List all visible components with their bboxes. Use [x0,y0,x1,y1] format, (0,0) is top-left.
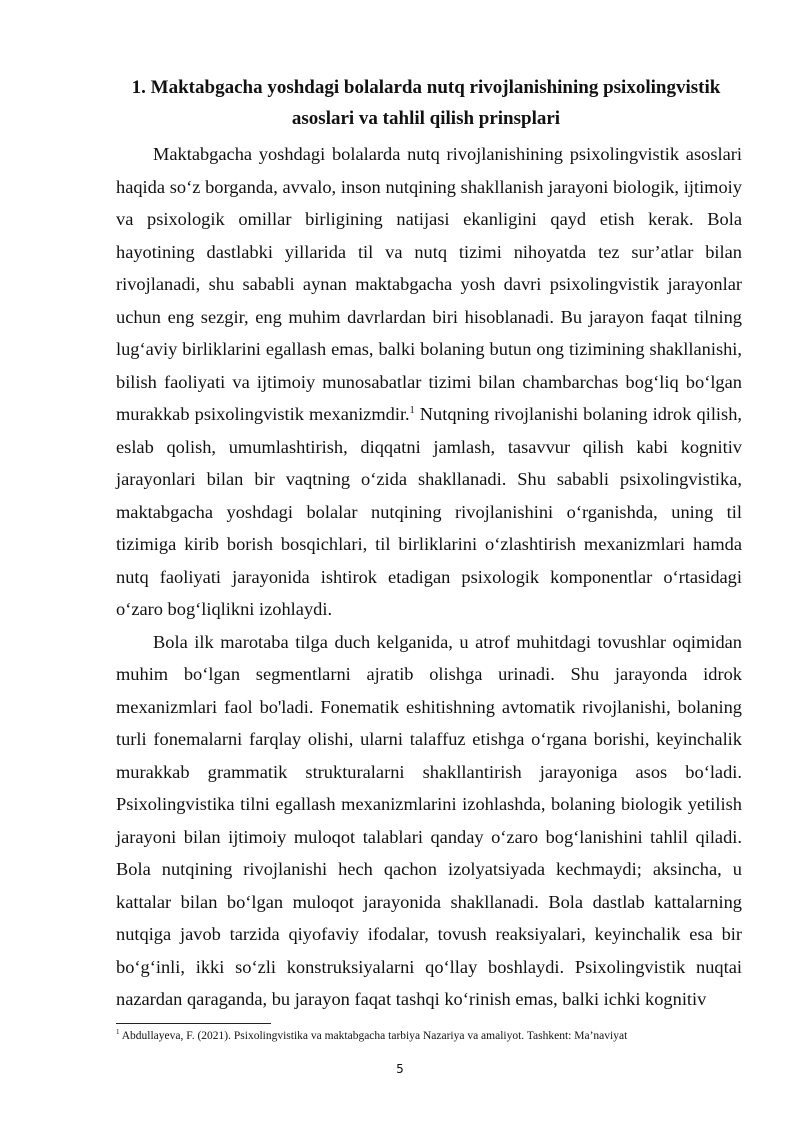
paragraph-1 [116,138,742,626]
footnote-mark: 1 [116,1028,120,1037]
page-number: 5 [396,1062,404,1076]
body-text [116,138,742,1016]
paragraph-2: Bola ilk marotaba tilga duch kelganida, u atrof muhitdagi tovushlar oqimidan muhim bo‘lgan segmentlarni ajratib olishga urinadi. Shu jarayonda idrok mexanizmlari faol bo'ladi. Fonematik eshitishning avtomatik rivojlanishi, bolaning turli fonemalarni farqlay olishi, ularni talaffuz etishga o‘rgana borishi, keyinchalik murakkab grammatik strukturalarni shakllantirish jarayoniga asos bo‘ladi. Psixolingvistika tilni egallash mexanizmlarini izohlashda, bolaning biologik yetilish jarayoni bilan ijtimoiy muloqot talablari qanday o‘zaro bog‘lanishini tahlil qiladi. Bola nutqining rivojlanishi hech qachon izolyatsiyada kechmaydi; aksincha, u kattalar bilan bo‘lgan muloqot jarayonida shakllanadi. Bola dastlab kattalarning nutqiga javob tarzida qiyofaviy ifodalar, tovush reaksiyalari, keyinchalik esa bir bo‘g‘inli, ikki so‘zli konstruksiyalarni qo‘llay boshlaydi. Psixolingvistik nuqtai nazardan qaraganda, bu jarayon faqat tashqi ko‘rinish emas, balki ichki kognitiv [116,631,742,1009]
paragraph-1-text: Maktabgacha yoshdagi bolalarda nutq rivojlanishining psixolingvistik asoslari haqida so‘z borganda, avvalo, inson nutqining shakllanish jarayoni biologik, ijtimoiy va psixologik omillar birligining natijasi ekanligini qayd etish kerak. Bola hayotining dastlabki yillarida til va nutq tizimi nihoyatda tez sur’atlar bilan rivojlanadi, shu sababli aynan maktabgacha yosh davri psixolingvistik jarayonlar uchun eng sezgir, eng muhim davrlardan biri hisoblanadi. Bu jarayon faqat tilning lug‘aviy birliklarini egallash emas, balki bolaning butun ong tizimining shakllanishi, bilish faoliyati va ijtimoiy munosabatlar tizimi bilan chambarchas bog‘liq bo‘lgan murakkab psixolingvistik mexanizmdir. [116,144,742,424]
paragraph-1-continuation: Nutqning rivojlanishi bolaning idrok qilish, eslab qolish, umumlashtirish, diqqatni jamlash, tasavvur qilish kabi kognitiv jarayonlari bilan bir vaqtning o‘zida shakllanadi. Shu sababli psixolingvistika, maktabgacha yoshdagi bolalar nutqining rivojlanishini o‘rganishda, uning til tizimiga kirib borish bosqichlari, til birliklarini o‘zlashtirish mexanizmlari hamda nutq faoliyati jarayonida ishtirok etadigan psixologik komponentlar o‘rtasidagi o‘zaro bog‘liqlikni izohlaydi. [116,404,742,619]
footnote-text: Abdullayeva, F. (2021). Psixolingvistika va maktabgacha tarbiya Nazariya va amaliyot. Tashkent: Ma’naviyat [119,1030,628,1042]
footnote [116,1029,756,1044]
section-title: 1. Maktabgacha yoshdagi bolalarda nutq rivojlanishining psixolingvistik asoslari va tahlil qilish prinsplari [131,77,721,129]
footnote-reference[interactable]: 1 [409,404,415,416]
footnote-separator [116,1023,271,1024]
